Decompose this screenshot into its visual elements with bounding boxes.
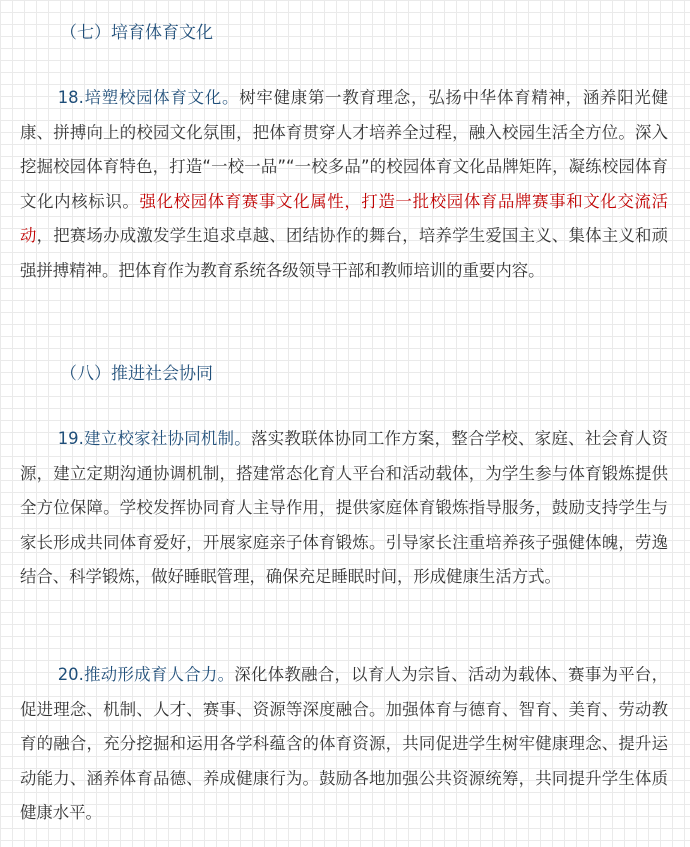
paragraph-18 <box>20 81 668 289</box>
section-heading-7: （七）培育体育文化 <box>60 23 213 43</box>
paragraph-20-lead: 20.推动形成育人合力。 <box>57 665 235 684</box>
paragraph-20-text: 深化体教融合，以育人为宗旨、活动为载体、赛事为平台，促进理念、机制、人才、赛事、资源等深度融合。加强体育与德育、智育、美育、劳动教育的融合，充分挖掘和运用各学科蕴含的体育资源，共同促进学生树牢健康理念、提升运动能力、涵养体育品德、养成健康行为。鼓励各地加强公共资源统筹，共同提升学生体质健康水平。 <box>20 665 668 823</box>
paragraph-19-lead: 19.建立校家社协同机制。 <box>57 429 252 448</box>
paragraph-19 <box>20 422 668 595</box>
paragraph-18-lead: 18.培塑校园体育文化。 <box>57 88 240 107</box>
paragraph-18-text-continued: ，把赛场办成激发学生追求卓越、团结协作的舞台，培养学生爱国主义、集体主义和顽强拼搏精神。把体育作为教育系统各级领导干部和教师培训的重要内容。 <box>20 226 669 280</box>
paragraph-18-text: 树牢健康第一教育理念，弘扬中华体育精神，涵养阳光健康、拼搏向上的校园文化氛围，把体育贯穿人才培养全过程，融入校园生活全方位。深入挖掘校园体育特色，打造“一校一品”“一校多品”的校园体育文化品牌矩阵，凝练校园体育文化内核标识。 <box>20 88 668 211</box>
paragraph-19-text: 落实教联体协同工作方案，整合学校、家庭、社会育人资源，建立定期沟通协调机制，搭建常态化育人平台和活动载体，为学生参与体育锻炼提供全方位保障。学校发挥协同育人主导作用，提供家庭体育锻炼指导服务，鼓励支持学生与家长形成共同体育爱好，开展家庭亲子体育锻炼。引导家长注重培养孩子强健体魄，劳逸结合、科学锻炼，做好睡眠管理，确保充足睡眠时间，形成健康生活方式。 <box>20 429 669 587</box>
paragraph-18-highlight: 强化校园体育赛事文化属性，打造一批校园体育品牌赛事和文化交流活动 <box>20 191 669 246</box>
paragraph-20 <box>20 658 668 831</box>
section-heading-8: （八）推进社会协同 <box>60 364 213 384</box>
